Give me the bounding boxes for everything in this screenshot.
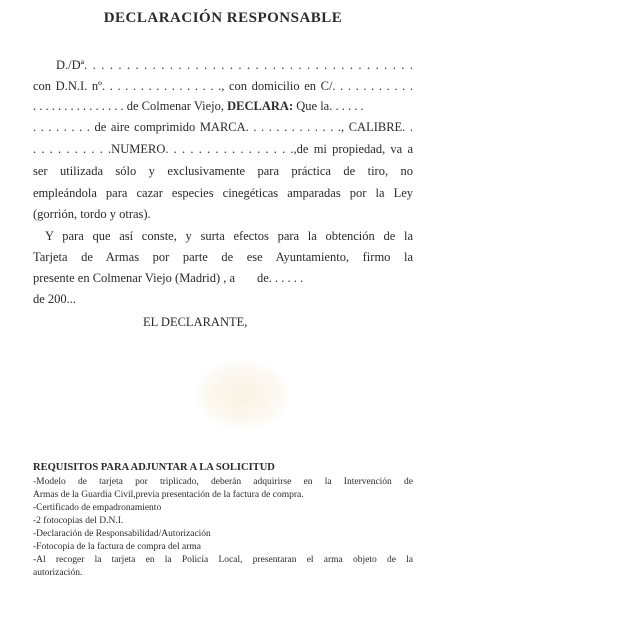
body-line-8: (gorrión, tordo y otras). (33, 207, 151, 221)
signature-label: EL DECLARANTE, (143, 315, 248, 329)
body-line-3 (33, 98, 413, 114)
declara-label: DECLARA: (227, 99, 294, 113)
requirements-title: REQUISITOS PARA ADJUNTAR A LA SOLICITUD (33, 462, 275, 473)
body-line-5: . . . . . . . . . .NUMERO. . . . . . . . . . . . . . . .,de mi propiedad, va a (33, 142, 413, 156)
requirement-line-5: -Declaración de Responsabilidad/Autorización (33, 529, 211, 539)
body-line-9: Y para que así conste, y surta efectos para la obtención de la (45, 229, 413, 243)
requirement-line-7: -Al recoger la tarjeta en la Policía Local, presentaran el arma objeto de la (33, 555, 413, 565)
body-line-1: D./Dª. . . . . . . . . . . . . . . . . . . . . . . . . . . . . . . . . . . . . . . (56, 58, 413, 72)
requirement-line-4: -2 fotocopias del D.N.I. (33, 516, 124, 526)
body-line-10: Tarjeta de Armas por parte de ese Ayuntamiento, firmo la (33, 250, 413, 264)
requirement-line-8: autorización. (33, 568, 83, 578)
requirement-line-2: Armas de la Guardia Civil,previa presentación de la factura de compra. (33, 490, 304, 500)
body-line-7: empleándola para cazar especies cinegéticas amparadas por la Ley (33, 186, 413, 200)
requirement-line-6: -Fotocopia de la factura de compra del arma (33, 542, 202, 552)
body-line-6: ser utilizada sólo y exclusivamente para práctica de tiro, no (33, 164, 413, 178)
faded-stamp (195, 360, 290, 430)
body-line-4: . . . . . . . . de aire comprimido MARCA. . . . . . . . . . . . ., CALIBRE. . (33, 120, 413, 134)
declara-tail: Que la. . . . . . (293, 99, 364, 113)
body-line-11: presente en Colmenar Viejo (Madrid) , a de. . . . . . (33, 271, 304, 285)
body-line-12: de 200... (33, 292, 77, 306)
document-title: DECLARACIÓN RESPONSABLE (103, 10, 343, 26)
body-line-2: con D.N.I. nº. . . . . . . . . . . . . . . ., con domicilio en C/. . . . . . . . . . . (33, 79, 413, 93)
body-line-3-text: . . . . . . . . . . . . . . . de Colmenar Viejo, (33, 99, 225, 113)
requirement-line-3: -Certificado de empadronamiento (33, 503, 162, 513)
requirement-line-1: -Modelo de tarjeta por triplicado, deberán adquirirse en la Intervención de (33, 477, 413, 487)
